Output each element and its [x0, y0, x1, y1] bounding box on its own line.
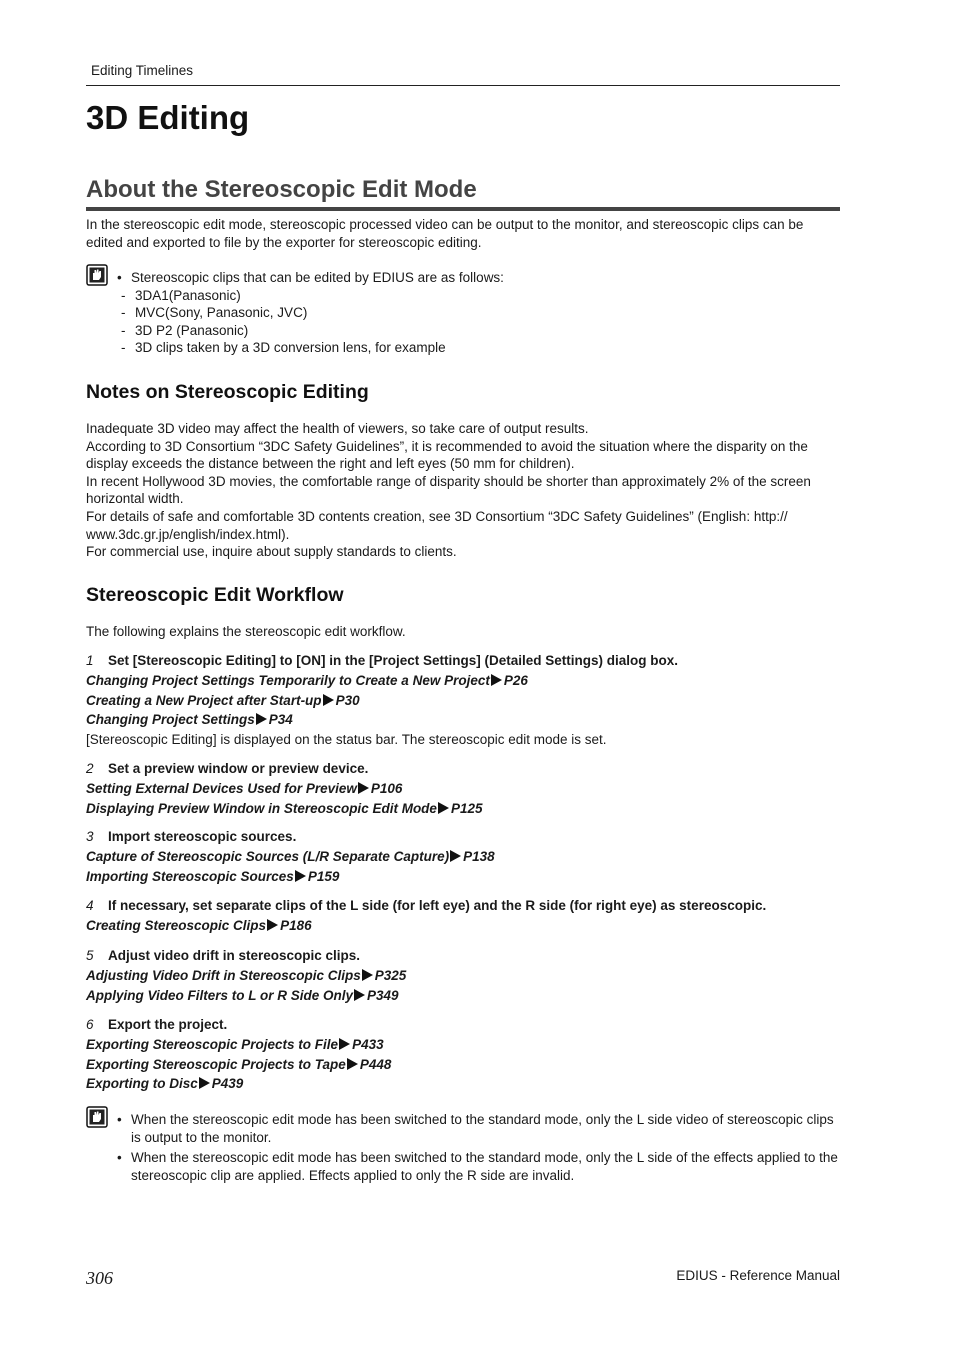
note-1-text: Stereoscopic clips that can be edited by EDIUS are as follows:	[131, 270, 504, 285]
cross-reference-link[interactable]: Importing Stereoscopic Sources P159	[86, 868, 340, 884]
cross-reference-link[interactable]: Changing Project Settings Temporarily to Create a New Project P26	[86, 673, 528, 688]
workflow-step-5	[86, 946, 840, 1005]
step-heading: 1 Set [Stereoscopic Editing] to [ON] in the [Project Settings] (Detailed Settings) dialog box.	[86, 653, 679, 668]
step-heading: 6 Export the project.	[86, 1017, 228, 1032]
step-heading: 3 Import stereoscopic sources.	[86, 829, 297, 844]
notes-line: In recent Hollywood 3D movies, the comfortable range of disparity should be shorter than approximately 2% of the screen horizontal width.	[86, 473, 811, 507]
cross-reference-link[interactable]: Changing Project Settings P34	[86, 712, 293, 727]
arrow-icon	[339, 1038, 350, 1050]
clip-type-item: - MVC(Sony, Panasonic, JVC)	[121, 305, 308, 321]
bullet: •	[117, 1112, 122, 1127]
section-rule	[86, 207, 840, 211]
cross-reference-link[interactable]: Applying Video Filters to L or R Side Only P349	[86, 987, 399, 1003]
section-intro-text: In the stereoscopic edit mode, stereoscopic processed video can be output to the monitor, and stereoscopic clips can be edited and exported to file by the exporter for stereoscopic editing.	[86, 217, 804, 250]
notes-line: For commercial use, inquire about supply standards to clients.	[86, 544, 457, 560]
cross-reference-link[interactable]: Capture of Stereoscopic Sources (L/R Separate Capture) P138	[86, 849, 495, 864]
step-heading: 2 Set a preview window or preview device.	[86, 761, 369, 776]
workflow-step-4	[86, 896, 840, 936]
note-1-item	[117, 269, 839, 287]
step-heading: 5 Adjust video drift in stereoscopic clips.	[86, 948, 361, 963]
arrow-icon	[358, 782, 369, 794]
memo-hand-icon	[86, 264, 108, 286]
workflow-step-1	[86, 651, 840, 749]
arrow-icon	[267, 919, 278, 931]
bullet: •	[117, 270, 122, 285]
note-1	[117, 269, 839, 357]
section-intro	[86, 216, 840, 251]
manual-title: EDIUS - Reference Manual	[676, 1268, 840, 1283]
notes-body	[86, 420, 840, 561]
arrow-icon	[438, 802, 449, 814]
cross-reference-link[interactable]: Creating Stereoscopic Clips P186	[86, 918, 312, 933]
note-2-item	[117, 1149, 839, 1184]
note-2	[117, 1111, 839, 1184]
arrow-icon	[354, 989, 365, 1001]
workflow-title: Stereoscopic Edit Workflow	[86, 584, 344, 606]
arrow-icon	[199, 1077, 210, 1089]
cross-reference-link[interactable]: Creating a New Project after Start-up P30	[86, 692, 360, 708]
cross-reference-link[interactable]: Setting External Devices Used for Preview P106	[86, 781, 403, 796]
page-number: 306	[86, 1268, 113, 1288]
arrow-icon	[450, 850, 461, 862]
workflow-step-3	[86, 827, 840, 886]
cross-reference-link[interactable]: Displaying Preview Window in Stereoscopic Edit Mode P125	[86, 800, 483, 816]
arrow-icon	[362, 969, 373, 981]
section-title: About the Stereoscopic Edit Mode	[86, 176, 477, 203]
running-header: Editing Timelines	[91, 63, 194, 78]
bullet: •	[117, 1150, 122, 1166]
step-result: [Stereoscopic Editing] is displayed on the status bar. The stereoscopic edit mode is set.	[86, 731, 607, 747]
workflow-intro-text: The following explains the stereoscopic edit workflow.	[86, 624, 406, 639]
arrow-icon	[295, 870, 306, 882]
memo-hand-icon	[86, 1106, 108, 1128]
clip-type-item: - 3DA1(Panasonic)	[121, 287, 241, 303]
clip-type-item: - 3D P2 (Panasonic)	[121, 322, 249, 338]
cross-reference-link[interactable]: Exporting Stereoscopic Projects to Tape P448	[86, 1056, 392, 1072]
note-2-text: When the stereoscopic edit mode has been switched to the standard mode, only the L side of the effects applied to the stereoscopic clip are applied. Effects applied to only the R side are invalid.	[131, 1150, 838, 1183]
cross-reference-link[interactable]: Adjusting Video Drift in Stereoscopic Clips P325	[86, 968, 407, 983]
notes-line: According to 3D Consortium “3DC Safety Guidelines”, it is recommended to avoid the situation where the disparity on the display exceeds the distance between the right and left eyes (50 mm for children).	[86, 438, 808, 472]
step-heading: 4 If necessary, set separate clips of the L side (for left eye) and the R side (for right eye) as stereoscopic.	[86, 898, 767, 913]
workflow-step-2	[86, 759, 840, 818]
notes-line: Inadequate 3D video may affect the health of viewers, so take care of output results.	[86, 421, 589, 436]
header-rule	[86, 85, 840, 86]
arrow-icon	[347, 1058, 358, 1070]
notes-title: Notes on Stereoscopic Editing	[86, 381, 369, 403]
chapter-title: 3D Editing	[86, 99, 250, 136]
note-2-text: When the stereoscopic edit mode has been switched to the standard mode, only the L side video of stereoscopic clips is output to the monitor.	[131, 1112, 834, 1145]
arrow-icon	[491, 674, 502, 686]
notes-line: For details of safe and comfortable 3D contents creation, see 3D Consortium “3DC Safety Guidelines” (English: http:// www.3dc.gr.jp/english/index.html).	[86, 508, 788, 542]
arrow-icon	[256, 713, 267, 725]
clip-type-item: - 3D clips taken by a 3D conversion lens, for example	[121, 340, 446, 356]
cross-reference-link[interactable]: Exporting to Disc P439	[86, 1076, 244, 1091]
note-2-item	[117, 1111, 839, 1146]
workflow-step-6	[86, 1015, 840, 1094]
workflow-intro	[86, 623, 840, 641]
cross-reference-link[interactable]: Exporting Stereoscopic Projects to File P433	[86, 1037, 384, 1052]
arrow-icon	[323, 694, 334, 706]
